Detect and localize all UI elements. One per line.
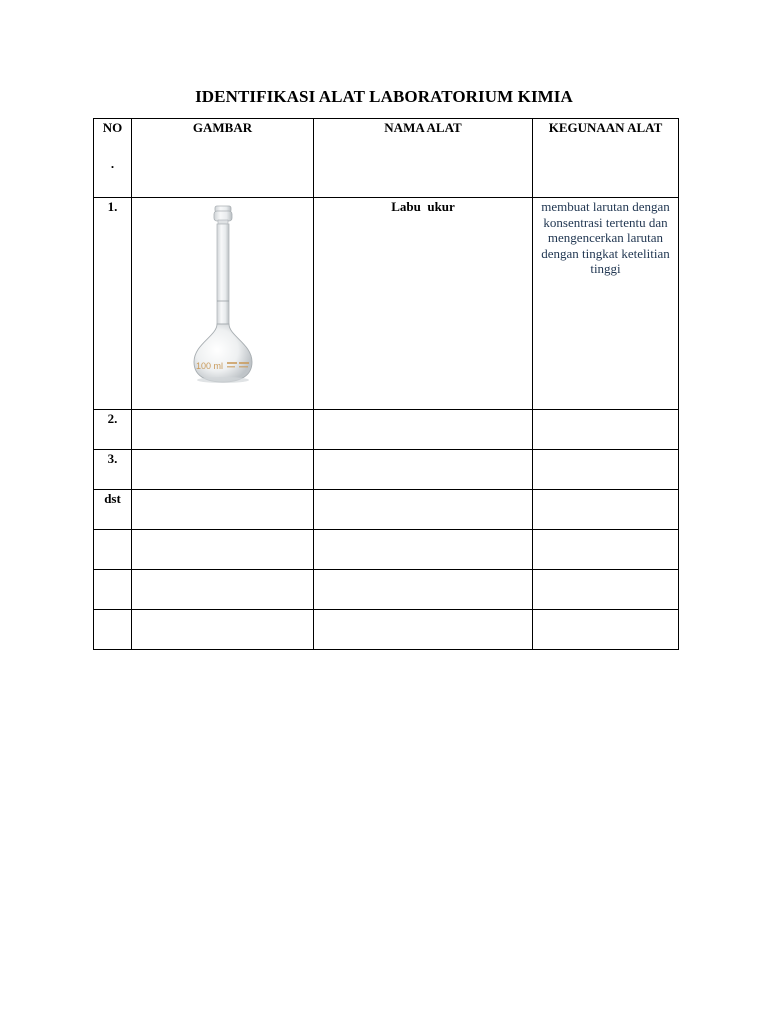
table-row (94, 450, 679, 490)
table-row (94, 530, 679, 570)
document-title: IDENTIFIKASI ALAT LABORATORIUM KIMIA (195, 87, 573, 106)
flask-volume-label: 100 ml (195, 361, 223, 371)
lab-equipment-table (93, 118, 679, 650)
equipment-name: Labu ukur (391, 199, 455, 214)
volumetric-flask-image (190, 204, 256, 384)
table-row (94, 198, 679, 410)
header-gambar: GAMBAR (132, 119, 314, 198)
equipment-usage-cell (533, 410, 679, 450)
header-kegunaan-alat: KEGUNAAN ALAT (533, 119, 679, 198)
row-number (94, 530, 132, 570)
equipment-usage-cell (533, 490, 679, 530)
image-cell (132, 610, 314, 650)
equipment-usage-cell (533, 570, 679, 610)
equipment-name-cell (314, 610, 533, 650)
image-cell (132, 198, 314, 410)
header-no-dot: . (110, 156, 115, 171)
header-nama-alat: NAMA ALAT (314, 119, 533, 198)
header-no-label: NO (102, 120, 123, 135)
image-cell (132, 410, 314, 450)
table-row (94, 490, 679, 530)
image-cell (132, 490, 314, 530)
image-cell (132, 570, 314, 610)
row-number: 3. (94, 450, 132, 490)
equipment-name-cell (314, 490, 533, 530)
equipment-usage-cell (533, 450, 679, 490)
row-number: 2. (94, 410, 132, 450)
equipment-usage-cell (533, 198, 679, 410)
table-row (94, 410, 679, 450)
equipment-name-cell (314, 530, 533, 570)
equipment-name-cell (314, 450, 533, 490)
table-row (94, 570, 679, 610)
row-number (94, 570, 132, 610)
row-number: 1. (94, 198, 132, 410)
image-cell (132, 450, 314, 490)
equipment-usage-cell (533, 530, 679, 570)
equipment-name-cell (314, 198, 533, 410)
row-number: dst (94, 490, 132, 530)
equipment-name-cell (314, 410, 533, 450)
row-number (94, 610, 132, 650)
image-cell (132, 530, 314, 570)
header-no (94, 119, 132, 198)
table-row (94, 610, 679, 650)
equipment-usage-cell (533, 610, 679, 650)
equipment-name-cell (314, 570, 533, 610)
equipment-usage: membuat larutan dengan konsentrasi tertentu dan mengencerkan larutan dengan tingkat ketelitian tinggi (541, 199, 670, 276)
table-header-row (94, 119, 679, 198)
